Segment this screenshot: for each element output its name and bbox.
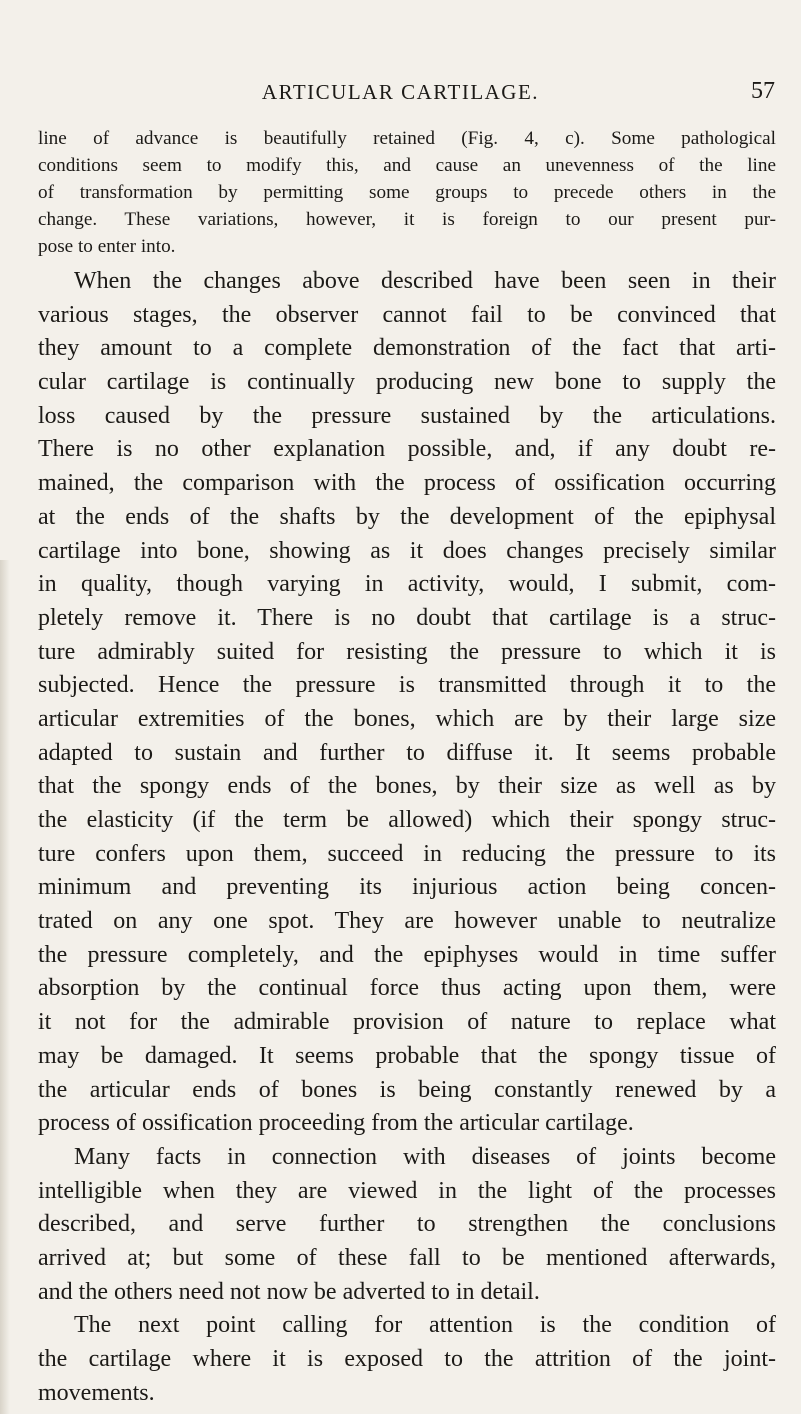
text-line: in quality, though varying in activity, would, I submit, com- bbox=[38, 571, 776, 598]
text-line: various stages, the observer cannot fail to be convinced that bbox=[38, 301, 776, 328]
page-gutter-shadow bbox=[0, 560, 10, 1414]
text-line: line of advance is beautifully retained (Fig. 4, c). Some pathological bbox=[38, 128, 776, 149]
text-line: change. These variations, however, it is foreign to our present pur- bbox=[38, 209, 776, 230]
text-line: the cartilage where it is exposed to the attrition of the joint- bbox=[38, 1346, 776, 1372]
text-line: There is no other explanation possible, and, if any doubt re- bbox=[38, 436, 776, 463]
text-line: subjected. Hence the pressure is transmitted through it to the bbox=[38, 672, 776, 699]
text-line: the articular ends of bones is being constantly renewed by a bbox=[38, 1076, 776, 1103]
page-header bbox=[0, 80, 801, 112]
text-line: The next point calling for attention is the condition of bbox=[74, 1312, 776, 1339]
text-line: pose to enter into. bbox=[38, 236, 176, 257]
paragraph-small-print bbox=[38, 125, 776, 260]
text-line: When the changes above described have been seen in their bbox=[74, 268, 776, 294]
text-line: and the others need not now be adverted to in detail. bbox=[38, 1278, 540, 1305]
text-line: conditions seem to modify this, and cause an unevenness of the line bbox=[38, 155, 776, 176]
text-line: may be damaged. It seems probable that the spongy tissue of bbox=[38, 1042, 776, 1069]
text-line: intelligible when they are viewed in the light of the processes bbox=[38, 1177, 776, 1204]
text-line: trated on any one spot. They are however unable to neutralize bbox=[38, 908, 776, 935]
running-head: ARTICULAR CARTILAGE. bbox=[261, 80, 540, 104]
text-line: absorption by the continual force thus acting upon them, were bbox=[38, 975, 776, 1002]
text-line: adapted to sustain and further to diffuse it. It seems probable bbox=[38, 739, 776, 766]
text-line: cartilage into bone, showing as it does changes precisely similar bbox=[38, 537, 776, 564]
text-line: pletely remove it. There is no doubt that cartilage is a struc- bbox=[38, 604, 776, 631]
text-line: it not for the admirable provision of nature to replace what bbox=[38, 1009, 776, 1036]
text-line: movements. bbox=[38, 1379, 155, 1406]
text-line: at the ends of the shafts by the development of the epiphysal bbox=[38, 503, 776, 530]
text-line: minimum and preventing its injurious action being concen- bbox=[38, 874, 776, 901]
text-line: ture admirably suited for resisting the pressure to which it is bbox=[38, 638, 776, 665]
text-line: described, and serve further to strengthen the conclusions bbox=[38, 1211, 776, 1238]
text-line: articular extremities of the bones, which are by their large size bbox=[38, 705, 776, 732]
text-line: Many facts in connection with diseases of joints become bbox=[74, 1143, 776, 1170]
text-line: of transformation by permitting some groups to precede others in the bbox=[38, 182, 776, 203]
text-line: ture confers upon them, succeed in reducing the pressure to its bbox=[38, 840, 776, 867]
paragraph-main bbox=[38, 265, 776, 1410]
text-line: cular cartilage is continually producing new bone to supply the bbox=[38, 369, 776, 396]
text-line: loss caused by the pressure sustained by the articulations. bbox=[38, 402, 776, 429]
text-line: they amount to a complete demonstration of the fact that arti- bbox=[38, 335, 776, 362]
page-number: 57 bbox=[751, 78, 775, 104]
text-line: mained, the comparison with the process of ossification occurring bbox=[38, 470, 776, 497]
text-line: the pressure completely, and the epiphyses would in time suffer bbox=[38, 941, 776, 968]
text-line: the elasticity (if the term be allowed) which their spongy struc- bbox=[38, 807, 776, 833]
text-line: that the spongy ends of the bones, by their size as well as by bbox=[38, 773, 776, 800]
text-line: arrived at; but some of these fall to be mentioned afterwards, bbox=[38, 1244, 776, 1271]
text-line: process of ossification proceeding from the articular cartilage. bbox=[38, 1110, 634, 1137]
